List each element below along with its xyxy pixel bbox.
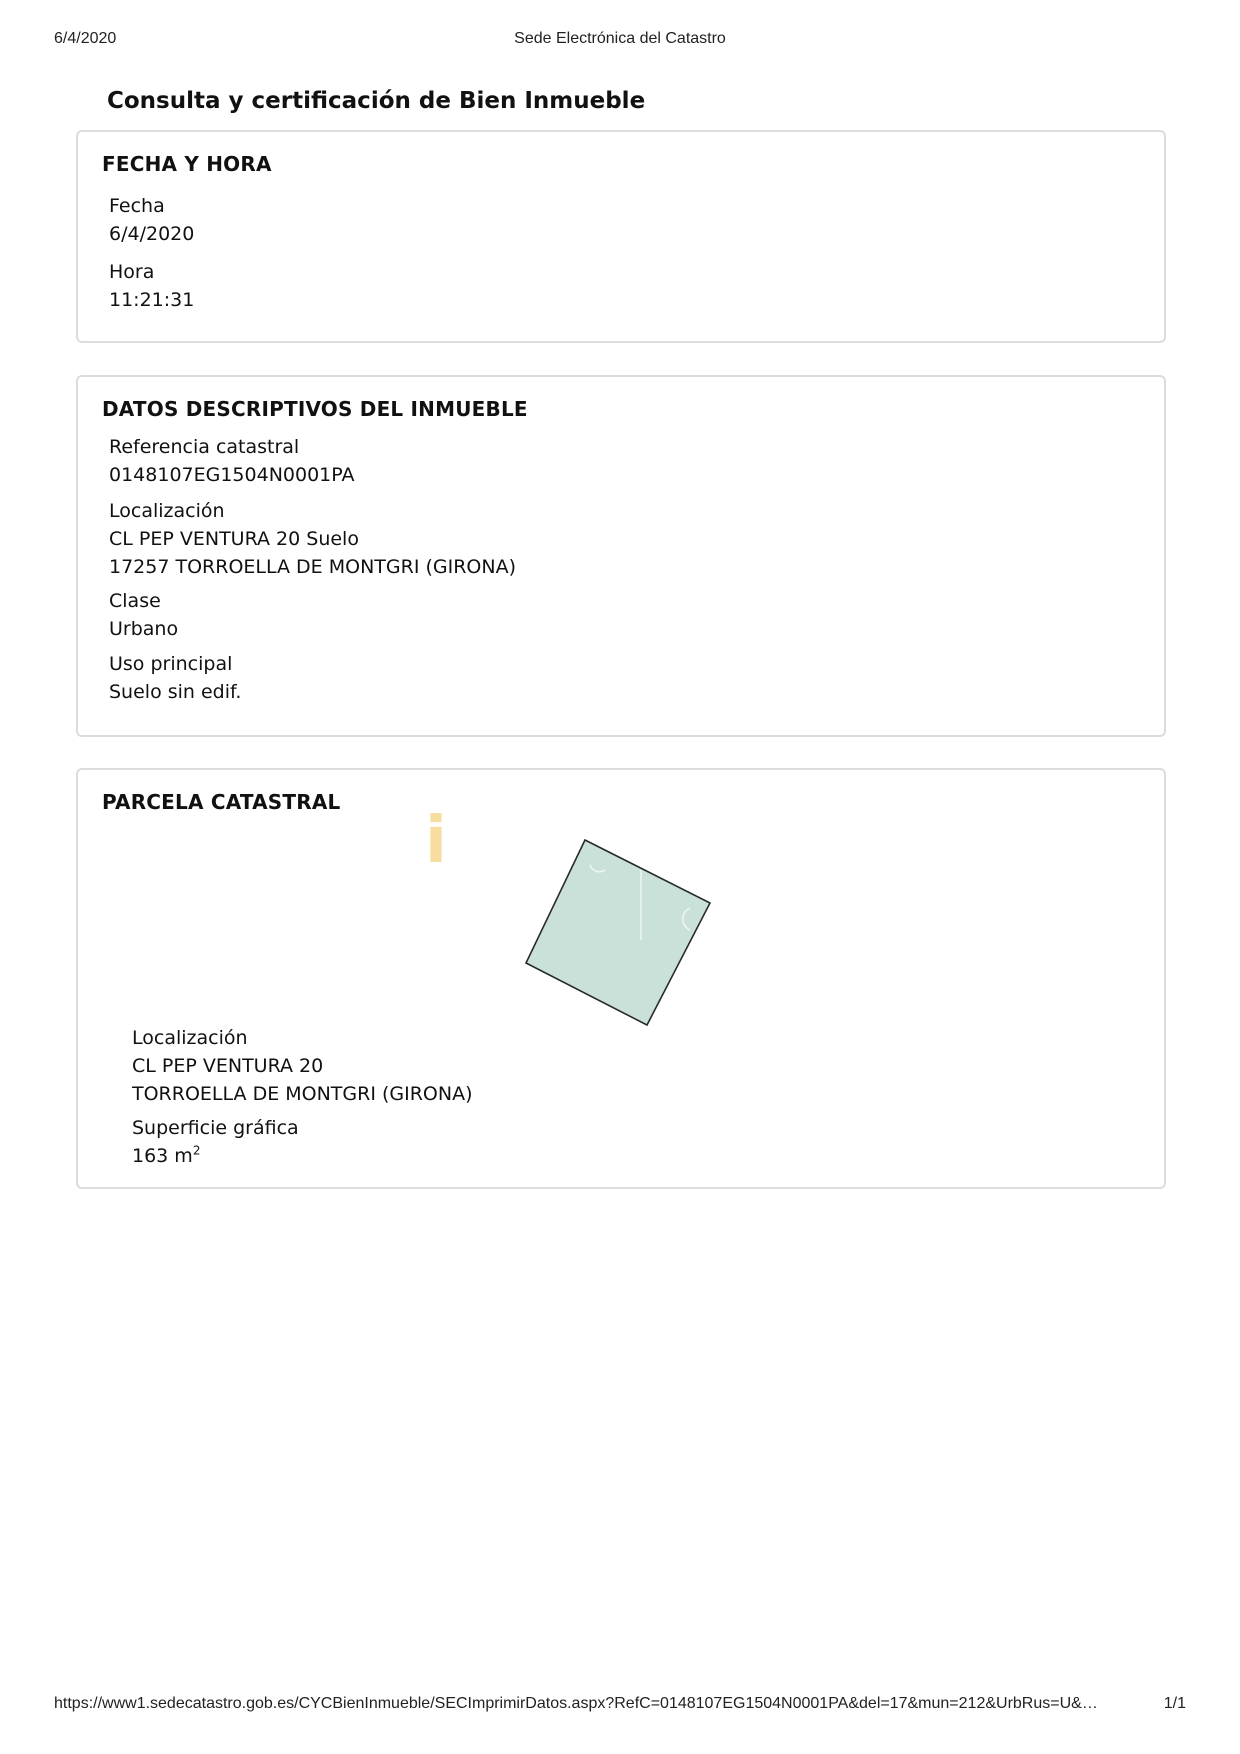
print-date: 6/4/2020 — [54, 30, 117, 47]
print-header — [54, 30, 1186, 54]
parcela-localizacion-field — [132, 1024, 473, 1108]
print-url: https://www1.sedecatastro.gob.es/CYCBienInmueble/SECImprimirDatos.aspx?RefC=0148107EG1504N0001PA&del=17&mun=212&UrbRus=U&… — [54, 1695, 1098, 1712]
page-title: Consulta y certificación de Bien Inmueble — [107, 88, 646, 114]
datos-descriptivos-title: DATOS DESCRIPTIVOS DEL INMUEBLE — [102, 397, 528, 421]
print-footer — [54, 1695, 1186, 1719]
clase-label: Clase — [109, 590, 161, 612]
localizacion-line1: CL PEP VENTURA 20 Suelo — [109, 528, 359, 550]
clase-value: Urbano — [109, 618, 179, 640]
fecha-value: 6/4/2020 — [109, 223, 195, 245]
parcela-catastral-title: PARCELA CATASTRAL — [102, 790, 341, 814]
fecha-hora-card — [76, 130, 1166, 343]
parcela-localizacion-label: Localización — [132, 1027, 248, 1049]
parcel-polygon — [526, 840, 710, 1025]
parcela-catastral-card — [76, 768, 1166, 1189]
uso-label: Uso principal — [109, 653, 233, 675]
referencia-field — [109, 433, 355, 489]
superficie-unit-exponent: 2 — [192, 1143, 201, 1158]
superficie-value — [132, 1142, 299, 1170]
localizacion-label: Localización — [109, 500, 225, 522]
referencia-label: Referencia catastral — [109, 436, 300, 458]
uso-value: Suelo sin edif. — [109, 681, 242, 703]
hora-value: 11:21:31 — [109, 289, 195, 311]
watermark-glyph: i — [425, 804, 447, 878]
parcela-localizacion-line2: TORROELLA DE MONTGRI (GIRONA) — [132, 1083, 473, 1105]
datos-descriptivos-card — [76, 375, 1166, 737]
fecha-label: Fecha — [109, 195, 165, 217]
clase-field — [109, 587, 178, 643]
superficie-label: Superficie gráfica — [132, 1117, 299, 1139]
localizacion-field — [109, 497, 516, 581]
hora-label: Hora — [109, 261, 155, 283]
superficie-field — [132, 1114, 299, 1170]
uso-field — [109, 650, 241, 706]
fecha-field — [109, 192, 194, 248]
fecha-hora-title: FECHA Y HORA — [102, 152, 272, 176]
hora-field — [109, 258, 194, 314]
referencia-value: 0148107EG1504N0001PA — [109, 464, 355, 486]
localizacion-line2: 17257 TORROELLA DE MONTGRI (GIRONA) — [109, 556, 516, 578]
parcela-localizacion-line1: CL PEP VENTURA 20 — [132, 1055, 324, 1077]
print-site-title: Sede Electrónica del Catastro — [514, 30, 726, 47]
superficie-number: 163 m — [132, 1145, 193, 1167]
print-page-number: 1/1 — [1163, 1695, 1186, 1712]
